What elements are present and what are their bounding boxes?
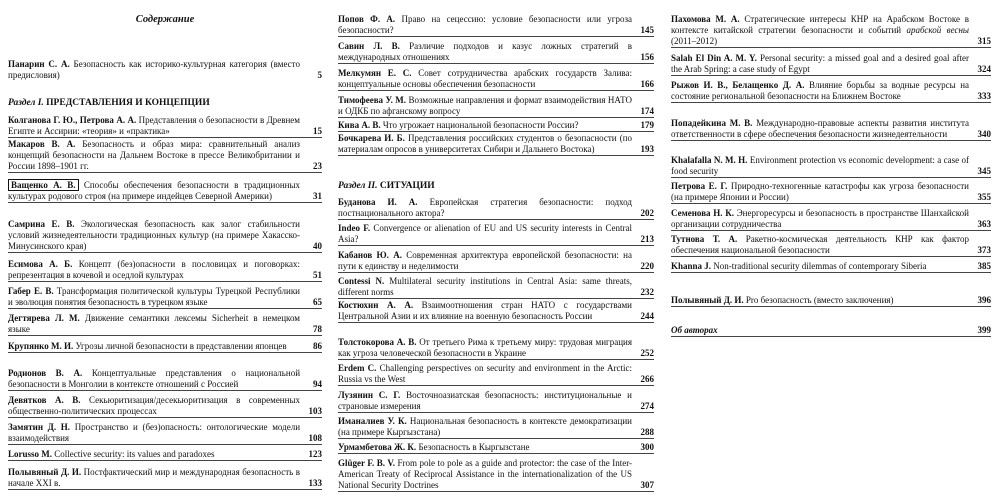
page-number: 355	[977, 192, 991, 202]
page-number: 396	[977, 295, 991, 305]
toc-entry[interactable]: Иманалиев У. К. Национальная безопасность в контексте демократизации (на примере Кыргызстана) 288	[338, 416, 654, 437]
toc-entry[interactable]: Кабанов Ю. А. Современная архитектура европейской безопасности: на пути к единству и неделимости 220	[338, 250, 654, 271]
page-number: 373	[977, 245, 991, 255]
toc-entry[interactable]: Бочкарева И. Б. Представления российских студентов о безопасности (по материалам опросов в университетах Сибири и Дальнего Востока) 193	[338, 133, 654, 154]
toc-entry[interactable]: Кива А. В. Что угрожает национальной безопасности России? 179	[338, 120, 654, 130]
page-number: 65	[313, 297, 322, 307]
toc-entry[interactable]: Тутнова Т. А. Ракетно-космическая деятельность КНР как фактор обеспечения национальной безопасности 373	[671, 234, 991, 255]
toc-entry[interactable]: Ващенко А. В. Способы обеспечения безопасности в традиционных культурах родового строя (на примере индейцев Северной Америки) 31	[8, 180, 322, 201]
page-number: 5	[317, 70, 322, 80]
toc-entry[interactable]: Родионов В. А. Концептуальные представления о национальной безопасности в Монголии в контексте отношений с Россией 94	[8, 368, 322, 389]
page-number: 133	[308, 478, 322, 488]
toc-entry[interactable]: Колганова Г. Ю., Петрова А. А. Представления о безопасности в Древнем Египте и Ассирии: «теория» и «практика» 15	[8, 115, 322, 136]
page-number: 220	[640, 261, 654, 271]
page-number: 166	[640, 79, 654, 89]
toc-entry[interactable]: Об авторах 399	[671, 325, 991, 335]
toc-entry[interactable]: Khanna J. Non-traditional security dilemmas of contemporary Siberia 385	[671, 261, 991, 271]
toc-entry[interactable]: Петрова Е. Г. Природно-техногенные катастрофы как угроза безопасности (на примере Японии и России) 355	[671, 181, 991, 202]
toc-entry[interactable]: Семенова Н. К. Энергоресурсы и безопасность в пространстве Шанхайской организации сотрудничества 363	[671, 208, 991, 229]
page-number: 307	[640, 480, 654, 490]
toc-title: Содержание	[135, 14, 195, 25]
toc-entry[interactable]: Рыжов И. В., Белащенко Д. А. Влияние борьбы за водные ресурсы на состояние региональной безопасности на Ближнем Востоке 333	[671, 80, 991, 101]
page-number: 179	[640, 120, 654, 130]
page-number: 51	[313, 270, 322, 280]
page-number: 399	[977, 325, 991, 335]
page-number: 145	[640, 25, 654, 35]
toc-entry[interactable]: Дегтярева Л. М. Движение семантики лексемы Sicherheit в немецком языке 78	[8, 313, 322, 334]
toc-entry[interactable]: Попов Ф. А. Право на сецессию: условие безопасности или угроза безопасности? 145	[338, 14, 654, 35]
page-number: 15	[313, 126, 322, 136]
toc-entry[interactable]: Тимофеева У. М. Возможные направления и формат взаимодействия НАТО и ОДКБ по афганскому вопросу 174	[338, 95, 654, 116]
page-number: 78	[313, 324, 322, 334]
toc-entry[interactable]: Крупянко М. И. Угрозы личной безопасности в представлении японцев 86	[8, 341, 322, 351]
toc-entry[interactable]: Буданова И. А. Европейская стратегия безопасности: подход постнационального актора? 202	[338, 197, 654, 218]
page-number: 174	[640, 106, 654, 116]
toc-entry[interactable]: Габер Е. В. Трансформация политической культуры Турецкой Республики и эволюция понятия безопасность в турецком языке 65	[8, 286, 322, 307]
page-number: 266	[640, 374, 654, 384]
page-number: 86	[313, 341, 322, 351]
toc-entry[interactable]: Девятков А. В. Секьюритизация/десекьюритизация в современных общественно-политических процессах 103	[8, 395, 322, 416]
highlighted-author: Ващенко А. В.	[8, 179, 79, 191]
toc-entry[interactable]: Contessi N. Multilateral security institutions in Central Asia: same threats, different norms 232	[338, 276, 654, 297]
page-number: 40	[313, 241, 322, 251]
toc-entry[interactable]: Glüger F. B. V. From pole to pole as a guide and protector: the case of the Inter-American Treaty of Reciprocal Assistance in the internationalization of the US National Security Doctrines 307	[338, 458, 654, 490]
toc-entry[interactable]: Есимова А. Б. Концепт (без)опасности в пословицах и поговорках: репрезентация в кочевой и оседлой культурах 51	[8, 259, 322, 280]
page-number: 252	[640, 348, 654, 358]
toc-entry[interactable]: Костюхин А. А. Взаимоотношения стран НАТО с государствами Центральной Азии и их влияние на военную безопасность России 244	[338, 300, 654, 321]
toc-entry[interactable]: Макаров В. А. Безопасность и образ мира: сравнительный анализ концепций безопасности на Дальнем Востоке в прессе Великобритании и России 1898–1901 гг. 23	[8, 139, 322, 171]
toc-entry[interactable]: Salah El Din A. M. Y. Personal security: a missed goal and a desired goal after the Arab Spring: a case study of Egypt 324	[671, 53, 991, 74]
page-number: 103	[308, 406, 322, 416]
toc-entry[interactable]: Лузянин С. Г. Восточноазиатская безопасность: институциональные и страновые измерения 274	[338, 390, 654, 411]
page-number: 213	[640, 234, 654, 244]
page-number: 385	[977, 261, 991, 271]
page-number: 315	[977, 36, 991, 46]
toc-entry[interactable]: Indeo F. Convergence or alienation of EU and US security interests in Central Asia? 213	[338, 223, 654, 244]
page-number: 193	[640, 144, 654, 154]
page-number: 94	[313, 379, 322, 389]
toc-entry[interactable]: Erdem C. Challenging perspectives on security and environment in the Arctic: Russia vs the West 266	[338, 363, 654, 384]
toc-entry[interactable]: Урмамбетова Ж. К. Безопасность в Кыргызстане 300	[338, 442, 654, 452]
toc-entry[interactable]: Савин Л. В. Различие подходов и казус ложных стратегий в международных отношениях 156	[338, 41, 654, 62]
page-number: 340	[977, 129, 991, 139]
toc-entry[interactable]: Khalafalla N. M. H. Environment protection vs economic development: a case of food security 345	[671, 155, 991, 176]
page-number: 345	[977, 166, 991, 176]
toc-entry[interactable]: Панарин С. А. Безопасность как историко-культурная категория (вместо предисловия) 5	[8, 59, 322, 80]
section-heading: Раздел I. ПРЕДСТАВЛЕНИЯ И КОНЦЕПЦИИ	[8, 98, 210, 108]
toc-entry[interactable]: Попадейкина М. В. Международно-правовые аспекты развития института ответственности в сфере обеспечения безопасности жизнедеятельности 340	[671, 118, 991, 139]
toc-entry[interactable]: Пахомова М. А. Стратегические интересы КНР на Арабском Востоке в контексте китайской стратегии безопасности и событий арабской весны (2011–2012) 315	[671, 14, 991, 46]
toc-entry[interactable]: Полывяный Д. И. Pro безопасность (вместо заключения) 396	[671, 295, 991, 305]
toc-entry[interactable]: Толстокорова А. В. От третьего Рима к третьему миру: трудовая миграция как угроза человеческой безопасности в Украине 252	[338, 337, 654, 358]
page-number: 108	[308, 433, 322, 443]
page-number: 202	[640, 208, 654, 218]
page-number: 23	[313, 161, 322, 171]
page-number: 324	[977, 64, 991, 74]
toc-entry[interactable]: Lorusso M. Collective security: its values and paradoxes 123	[8, 449, 322, 459]
page-number: 232	[640, 287, 654, 297]
page-number: 156	[640, 52, 654, 62]
toc-entry[interactable]: Полывяный Д. И. Постфактический мир и международная безопасность в начале XXI в. 133	[8, 467, 322, 488]
section-heading: Раздел II. СИТУАЦИИ	[338, 181, 435, 191]
page-number: 300	[640, 442, 654, 452]
page-number: 244	[640, 311, 654, 321]
page-number: 123	[308, 449, 322, 459]
toc-entry[interactable]: Самрина Е. В. Экологическая безопасность как залог стабильности условий жизнедеятельности традиционных культур (на примере Хакасско-Минусинского края) 40	[8, 219, 322, 251]
toc-entry[interactable]: Замятин Д. Н. Пространство и (без)опасность: онтологические модели взаимодействия 108	[8, 422, 322, 443]
page-number: 363	[977, 219, 991, 229]
page-number: 333	[977, 91, 991, 101]
page-number: 31	[313, 191, 322, 201]
page-number: 274	[640, 401, 654, 411]
toc-entry[interactable]: Мелкумян Е. С. Совет сотрудничества арабских государств Залива: концептуальные основы обеспечения безопасности 166	[338, 68, 654, 89]
page-number: 288	[640, 427, 654, 437]
